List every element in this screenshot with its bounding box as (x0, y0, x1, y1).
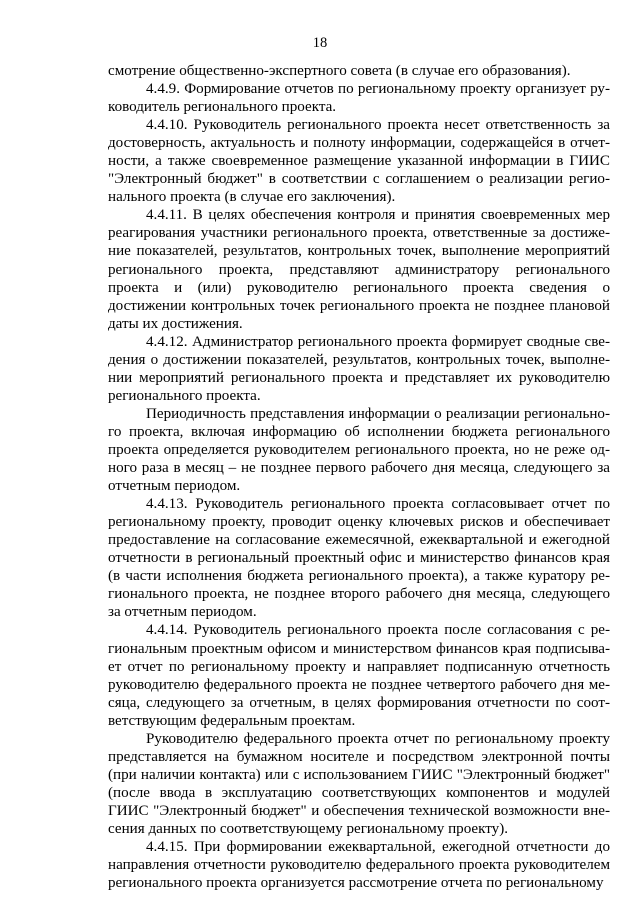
paragraph-4-4-14: 4.4.14. Руководитель регионального проекта после согласования с региональным проектным офисом и министерством финансов края подписывает отчет по региональному проекту и направляет подписанную отчетность руководителю федерального проекта не позднее четвертого рабочего дня месяца, следующего за отчетным, в целях формирования отчетности по соответствующим федеральным проектам. (108, 622, 610, 729)
document-body (108, 62, 610, 892)
paragraph-4-4-11: 4.4.11. В целях обеспечения контроля и принятия своевременных мер реагирования участники регионального проекта, ответственные за достижение показателей, результатов, контрольных точек, выполнение мероприятий регионального проекта, представляют администратору регионального проекта и (или) руководителю регионального проекта сведения о достижении контрольных точек регионального проекта не позднее плановой даты их достижения. (108, 207, 610, 332)
paragraph-continuation: смотрение общественно-экспертного совета (в случае его образования). (108, 63, 571, 79)
page-number: 18 (312, 35, 328, 51)
paragraph-4-4-10: 4.4.10. Руководитель регионального проекта несет ответственность за достоверность, актуальность и полноту информации, содержащейся в отчетности, а также своевременное размещение указанной информации в ГИИС "Электронный бюджет" в соответствии с соглашением о реализации регионального проекта (в случае его заключения). (108, 117, 610, 206)
paragraph-4-4-12: 4.4.12. Администратор регионального проекта формирует сводные сведения о достижении показателей, результатов, контрольных точек, выполнении мероприятий регионального проекта и представляет их руководителю регионального проекта. (108, 333, 610, 404)
paragraph-4-4-13: 4.4.13. Руководитель регионального проекта согласовывает отчет по региональному проекту, проводит оценку ключевых рисков и обеспечивает предоставление на согласование ежемесячной, ежеквартальной и ежегодной отчетности в региональный проектный офис и министерство финансов края (в части исполнения бюджета регионального проекта), а также куратору регионального проекта, не позднее второго рабочего дня месяца, следующего за отчетным периодом. (108, 496, 610, 621)
paragraph-periodicity: Периодичность представления информации о реализации регионального проекта, включая информацию об исполнении бюджета регионального проекта определяется руководителем регионального проекта, но не реже одного раза в месяц – не позднее первого рабочего дня месяца, следующего за отчетным периодом. (108, 405, 610, 495)
paragraph-4-4-15: 4.4.15. При формировании ежеквартальной, ежегодной отчетности до направления отчетности руководителю федерального проекта руководителем регионального проекта организуется рассмотрение отчета по региональному (108, 839, 610, 892)
paragraph-4-4-9: 4.4.9. Формирование отчетов по региональному проекту организует руководитель регионального проекта. (108, 81, 610, 116)
paragraph-federal-submission: Руководителю федерального проекта отчет по региональному проекту представляется на бумажном носителе и посредством электронной почты (при наличии контакта) или с использованием ГИИС "Электронный бюджет" (после ввода в эксплуатацию соответствующих компонентов и модулей ГИИС "Электронный бюджет" и обеспечения технической возможности внесения данных по соответствующему региональному проекту). (108, 730, 610, 837)
